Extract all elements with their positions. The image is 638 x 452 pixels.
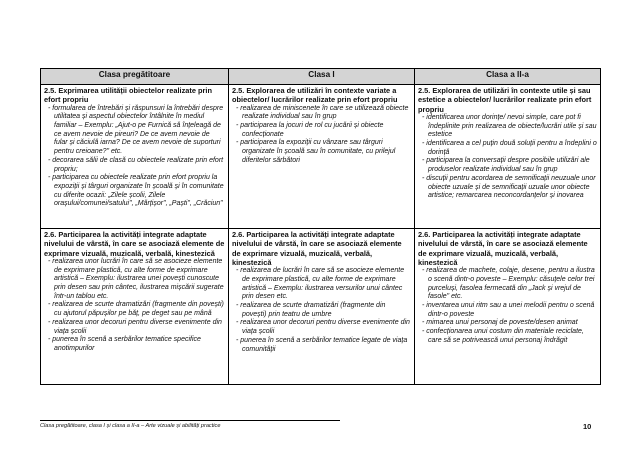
- header-row: [41, 69, 601, 85]
- list-item: - punerea în scenă a serbărilor tematice specifice anotimpurilor: [48, 336, 201, 352]
- header-clasa-pregatitoare: Clasa pregătitoare: [41, 69, 229, 85]
- list-item: - participarea la expoziții cu vânzare sau târguri organizate în școală sau în comunitate, cu prilejul diferitelor sărbători: [236, 139, 396, 164]
- list-item: - participarea la jocuri de rol cu jucării și obiecte confecționate: [236, 122, 384, 138]
- list-item: - inventarea unui ritm sau a unei melodii pentru o scenă dintr-o poveste: [422, 302, 595, 318]
- list-item: - participarea la conversații despre posibile utilizări ale produselor realizate individual sau în grup: [422, 157, 590, 174]
- list-item: - participarea cu obiectele realizate prin efort propriu la expoziții și târguri organizate în școală și în comunitate cu diferite ocazii: „Zilele școlii, Zilele orașului/comunei/satului", „Mărțișor", „Paști", „Crăciun": [48, 174, 224, 208]
- footer-text: Clasa pregătitoare, clasa I și clasa a II-a – Arte vizuale și abilități practice: [40, 423, 221, 429]
- list-item: - realizarea de machete, colaje, desene, pentru a ilustra o scenă dintr-o poveste – Exemplu: căsuțele celor trei purceluși, fasolea fermecată din „Jack și vrejul de fasole" etc.: [422, 267, 595, 301]
- header-clasa-i: Clasa I: [229, 69, 415, 85]
- cell-title: 2.5. Explorarea de utilizări în contexte utile și sau estetice a obiectelor/ lucrărilor realizate prin efort propriu: [418, 86, 592, 114]
- cell-2-6-clasa-i: [229, 229, 415, 385]
- list-item: - realizarea de lucrări în care să se asocieze elemente de exprimare plastică, cu alte forme de exprimare artistică – Exemplu: ilustrarea versurilor unui cântec prin desen etc.: [236, 267, 405, 301]
- list-item: - realizarea unor lucrări în care să se asocieze elemente de exprimare plastică, cu alte forme de exprimare artistică – Exemplu: ilustrarea unei povești cunoscute prin desen sau prin cântec, ilustrarea mișcării sugerate într-un tablou etc.: [48, 257, 224, 300]
- activity-list: [44, 105, 225, 209]
- list-item: - realizarea unor decoruri pentru diverse evenimente din viața școlii: [48, 318, 222, 335]
- cell-2-5-clasa-i: [229, 85, 415, 229]
- cell-title: 2.6. Participarea la activități integrate adaptate nivelului de vârstă, în care se asociază elemente de exprimare vizuală, muzicală, verbală, kinestezică: [418, 230, 588, 267]
- list-item: - formularea de întrebări și răspunsuri la întrebări despre utilitatea și aspectul obiectelor întâlnite în mediul familiar – Exemplu: „Ajut-o pe Furnică să înțeleagă de ce avem nevoie de pireuri? De ce avem nevoie de fular și căciulă iarna? De ce avem nevoie de suporturi pentru creioane?" etc.: [48, 104, 224, 156]
- list-item: - realizarea de scurte dramatizări (fragmente din povești) cu ajutorul păpușilor pe băț, pe deget sau pe mână: [48, 301, 224, 318]
- list-item: - realizarea de miniscenete în care se utilizează obiecte realizate individual sau în grup: [236, 104, 409, 121]
- row-competenta-2-5: [41, 85, 601, 229]
- list-item: - realizarea unor decoruri pentru diverse evenimente din viața școlii: [236, 319, 410, 336]
- list-item: - realizarea de scurte dramatizări (fragmente din povești) prin teatru de umbre: [236, 302, 386, 318]
- cell-title: 2.5. Explorarea de utilizări în contexte variate a obiectelor/ lucrărilor realizate prin efort propriu: [232, 86, 398, 105]
- list-item: - confecționarea unui costum din materiale reciclate, care să se potrivească unui personaj îndrăgit: [422, 328, 584, 344]
- list-item: - decorarea sălii de clasă cu obiectele realizate prin efort propriu;: [48, 156, 224, 173]
- list-item: - identificarea unor dorințe/ nevoi simple, care pot fi îndeplinite prin realizarea de obiecte/lucrări utile și sau estetice: [422, 113, 597, 139]
- list-item: - punerea în scenă a serbărilor tematice legate de viața comunității: [236, 336, 408, 353]
- page-number: 10: [583, 422, 592, 431]
- cell-title: 2.6. Participarea la activități integrate adaptate nivelului de vârstă, în care se asociază elemente de exprimare vizuală, muzicală, verbală, kinestezică: [44, 230, 225, 258]
- cell-2-5-clasa-a-ii-a: [415, 85, 601, 229]
- cell-title: 2.6. Participarea la activități integrate adaptate nivelului de vârstă, în care se asociază elemente de exprimare vizuală, muzicală, verbală, kinestezică: [232, 230, 402, 267]
- list-item: - mimarea unui personaj de poveste/desen animat: [422, 319, 578, 327]
- cell-2-6-clasa-a-ii-a: [415, 229, 601, 385]
- curriculum-table: [40, 68, 601, 385]
- activity-list: [232, 105, 411, 166]
- row-competenta-2-6: [41, 229, 601, 385]
- activity-list: [232, 267, 411, 354]
- list-item: - identificarea a cel puțin două soluții pentru a îndeplini o dorință: [422, 140, 597, 156]
- footer-divider: [40, 420, 340, 421]
- cell-title: 2.5. Exprimarea utilității obiectelor realizate prin efort propriu: [44, 86, 212, 105]
- activity-list: [418, 114, 597, 201]
- cell-2-6-pregatitoare: [41, 229, 229, 385]
- list-item: - discuții pentru acordarea de semnificații neuzuale unor obiecte uzuale și de semnificații uzuale unor obiecte artistice; remarcarea neconcordanțelor și inovarea: [422, 174, 596, 200]
- activity-list: [418, 267, 597, 345]
- cell-2-5-pregatitoare: [41, 85, 229, 229]
- header-clasa-a-ii-a: Clasa a II-a: [415, 69, 601, 85]
- activity-list: [44, 258, 225, 354]
